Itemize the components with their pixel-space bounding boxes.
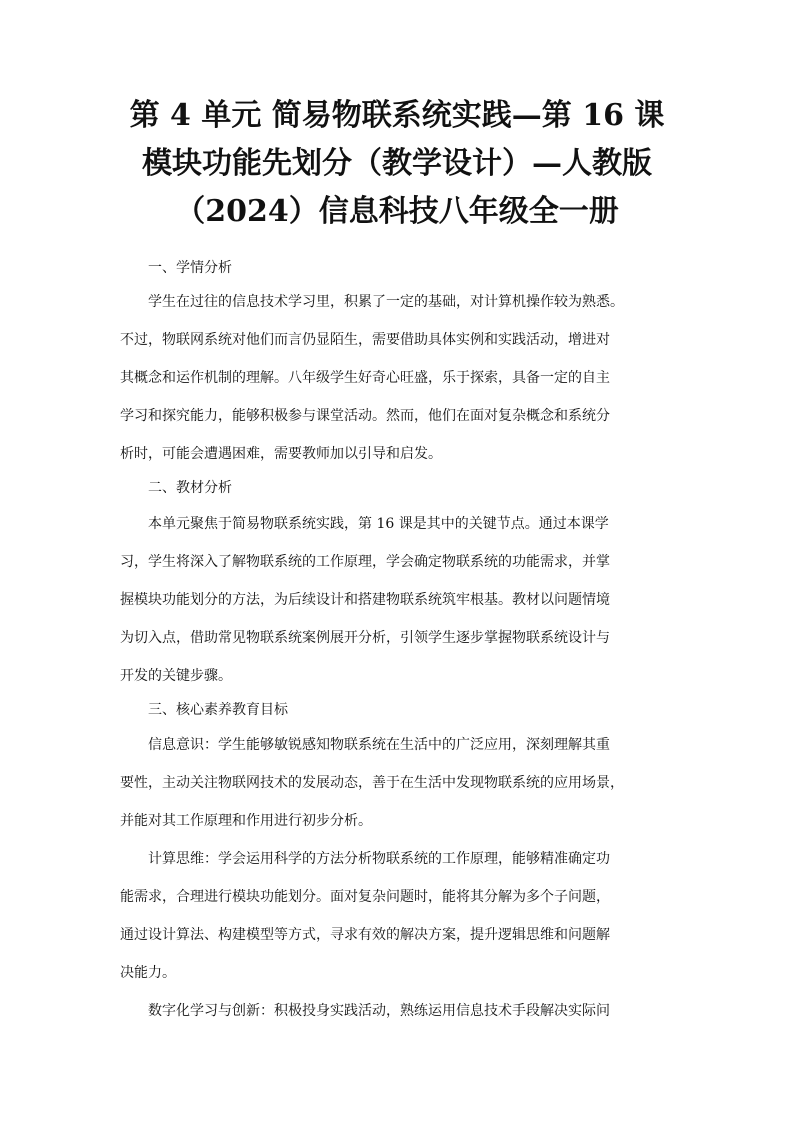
text-line: 并能对其工作原理和作用进行初步分析。: [120, 813, 372, 829]
document-title: [100, 92, 694, 236]
paragraph-digital-learning-innovation: [120, 992, 680, 1030]
title-line: 模块功能先划分（教学设计）—人教版: [142, 146, 652, 181]
title-line: （2024）信息科技八年级全一册: [175, 194, 619, 229]
text-line: 通过设计算法、构建模型等方式，寻求有效的解决方案，提升逻辑思维和问题解: [120, 927, 610, 943]
title-line: 第 4 单元 简易物联系统实践—第 16 课: [129, 98, 665, 133]
text-line: 握模块功能划分的方法，为后续设计和搭建物联系统筑牢根基。教材以问题情境: [120, 592, 610, 608]
text-line: 学习和探究能力，能够积极参与课堂活动。然而，他们在面对复杂概念和系统分: [120, 408, 610, 424]
text-line: 本单元聚焦于简易物联系统实践，第 16 课是其中的关键节点。通过本课学: [148, 516, 609, 532]
section-heading-textbook-analysis: 二、教材分析: [148, 480, 232, 496]
text-line: 习，学生将深入了解物联系统的工作原理，学会确定物联系统的功能需求，并掌: [120, 554, 610, 570]
paragraph-information-awareness: [120, 726, 680, 840]
text-line: 其概念和运作机制的理解。八年级学生好奇心旺盛，乐于探索，具备一定的自主: [120, 370, 610, 386]
text-line: 决能力。: [120, 965, 176, 981]
text-line: 能需求，合理进行模块功能划分。面对复杂问题时，能将其分解为多个子问题，: [120, 889, 610, 905]
text-line: 要性，主动关注物联网技术的发展动态，善于在生活中发现物联系统的应用场景，: [120, 775, 624, 791]
text-line: 计算思维：学会运用科学的方法分析物联系统的工作原理，能够精准确定功: [148, 851, 610, 867]
section-heading-core-literacy-goals: 三、核心素养教育目标: [148, 702, 288, 718]
paragraph-computational-thinking: [120, 840, 680, 992]
text-line: 开发的关键步骤。: [120, 668, 232, 684]
paragraph-textbook-analysis: [120, 505, 680, 695]
text-line: 数字化学习与创新：积极投身实践活动，熟练运用信息技术手段解决实际问: [148, 1003, 610, 1019]
text-line: 为切入点，借助常见物联系统案例展开分析，引领学生逐步掌握物联系统设计与: [120, 630, 610, 646]
text-line: 信息意识：学生能够敏锐感知物联系统在生活中的广泛应用，深刻理解其重: [148, 737, 610, 753]
text-line: 析时，可能会遭遇困难，需要教师加以引导和启发。: [120, 446, 442, 462]
text-line: 学生在过往的信息技术学习里，积累了一定的基础，对计算机操作较为熟悉。: [148, 294, 624, 310]
paragraph-learner-analysis: [120, 283, 680, 473]
section-heading-learner-analysis: 一、学情分析: [148, 260, 232, 276]
text-line: 不过，物联网系统对他们而言仍显陌生，需要借助具体实例和实践活动，增进对: [120, 332, 610, 348]
